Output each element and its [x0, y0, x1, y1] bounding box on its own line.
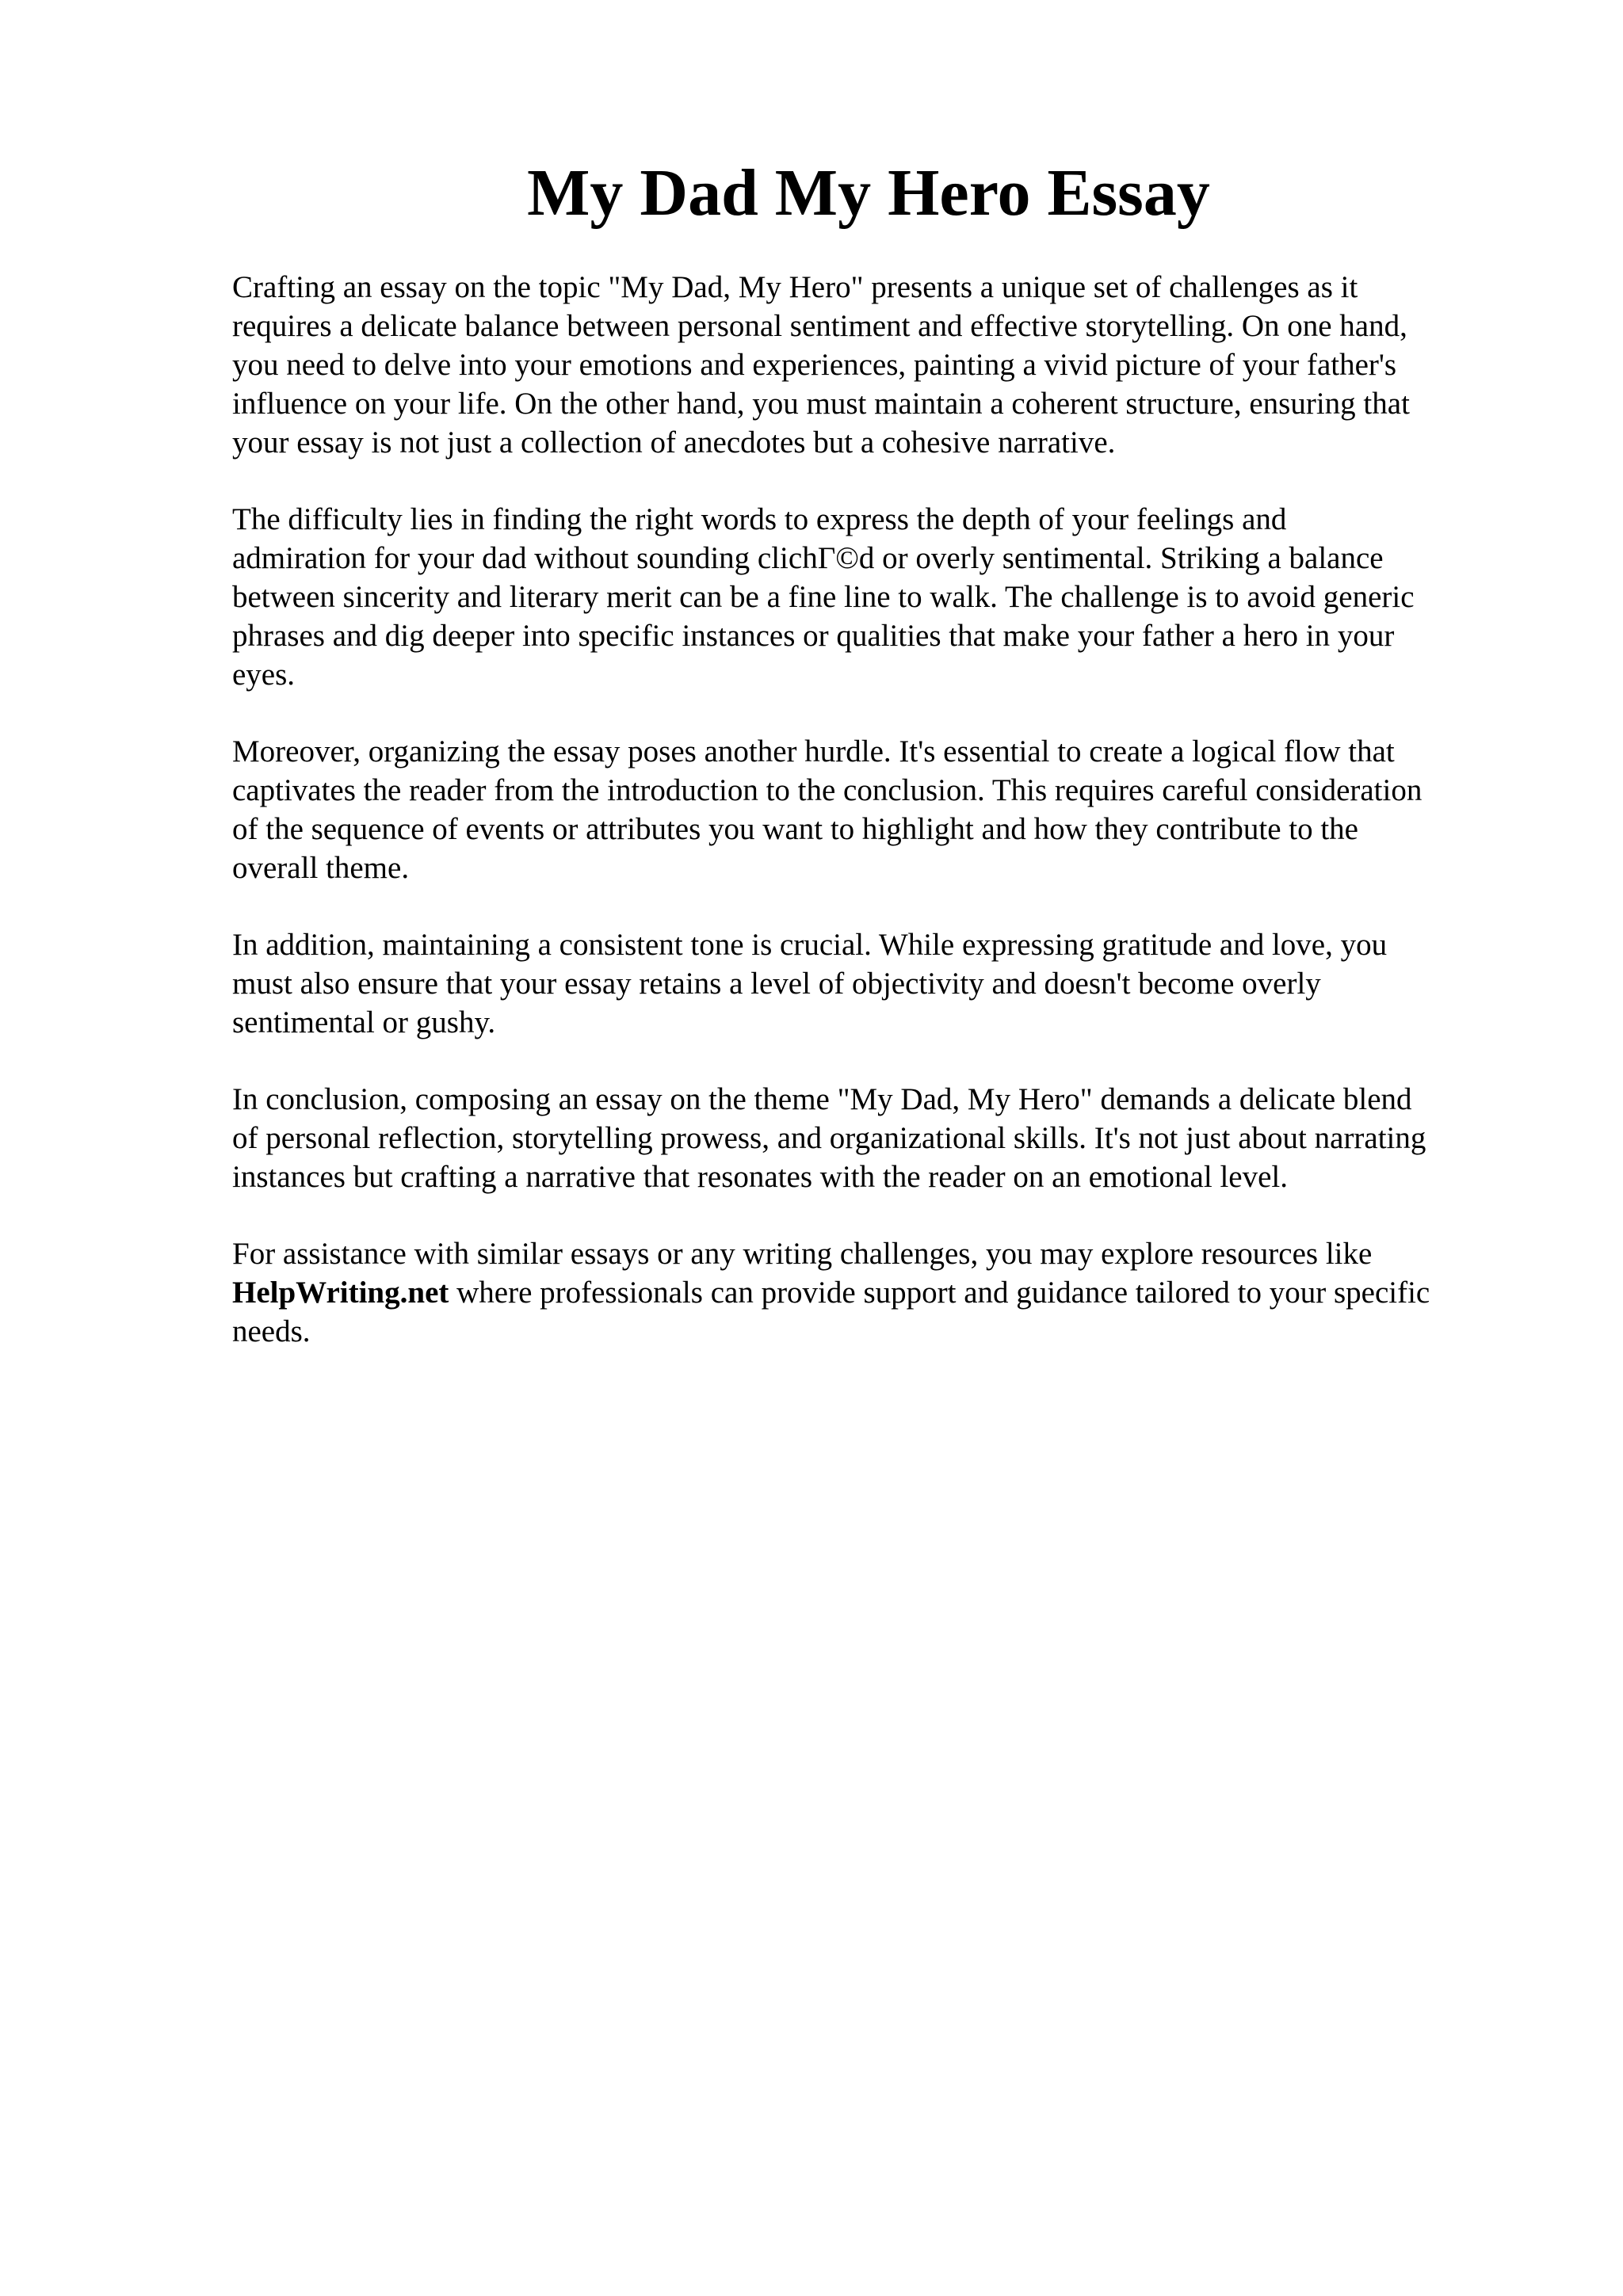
paragraph-line: For assistance with similar essays or any writing challenges, you may explore resources like — [232, 1237, 1373, 1271]
closing-paragraph — [232, 1234, 1532, 1351]
paragraph-4 — [232, 925, 1532, 1042]
paragraph-line: requires a delicate balance between personal sentiment and effective storytelling. On one hand, — [232, 309, 1407, 343]
paragraph-line: needs. — [232, 1314, 311, 1348]
paragraph-line — [232, 1273, 1532, 1312]
paragraph-line: your essay is not just a collection of anecdotes but a cohesive narrative. — [232, 425, 1116, 460]
document-body — [232, 268, 1532, 1389]
paragraph-line: Crafting an essay on the topic "My Dad, My Hero" presents a unique set of challenges as it — [232, 270, 1358, 304]
paragraph-line: influence on your life. On the other hand, you must maintain a coherent structure, ensuring that — [232, 387, 1410, 421]
paragraph-line: must also ensure that your essay retains a level of objectivity and doesn't become overly — [232, 967, 1321, 1001]
paragraph-line: overall theme. — [232, 851, 410, 885]
paragraph-line: instances but crafting a narrative that resonates with the reader on an emotional level. — [232, 1160, 1288, 1194]
paragraph-line: Moreover, organizing the essay poses another hurdle. It's essential to create a logical flow that — [232, 734, 1395, 769]
helpwriting-link[interactable]: HelpWriting.net — [232, 1276, 449, 1310]
paragraph-line: phrases and dig deeper into specific instances or qualities that make your father a hero in your — [232, 619, 1395, 653]
paragraph-line: sentimental or gushy. — [232, 1005, 496, 1039]
paragraph-line: In addition, maintaining a consistent tone is crucial. While expressing gratitude and love, you — [232, 928, 1388, 962]
paragraph-5 — [232, 1080, 1532, 1196]
paragraph-1 — [232, 268, 1532, 462]
paragraph-line: admiration for your dad without sounding clichΓ©d or overly sentimental. Striking a balance — [232, 541, 1384, 575]
document-title: My Dad My Hero Essay — [527, 156, 1210, 230]
paragraph-line: In conclusion, composing an essay on the theme "My Dad, My Hero" demands a delicate blend — [232, 1082, 1412, 1116]
paragraph-line: of the sequence of events or attributes you want to highlight and how they contribute to the — [232, 812, 1358, 846]
paragraph-line: you need to delve into your emotions and experiences, painting a vivid picture of your father's — [232, 348, 1397, 382]
paragraph-line: of personal reflection, storytelling prowess, and organizational skills. It's not just about narrating — [232, 1121, 1426, 1155]
paragraph-line: between sincerity and literary merit can be a fine line to walk. The challenge is to avoid generic — [232, 580, 1415, 614]
paragraph-2 — [232, 500, 1532, 694]
closing-line-text: where professionals can provide support and guidance tailored to your specific — [449, 1276, 1430, 1310]
paragraph-line: eyes. — [232, 658, 296, 692]
paragraph-line: The difficulty lies in finding the right words to express the depth of your feelings and — [232, 502, 1287, 536]
paragraph-3 — [232, 732, 1532, 887]
paragraph-line: captivates the reader from the introduction to the conclusion. This requires careful consideration — [232, 773, 1423, 807]
